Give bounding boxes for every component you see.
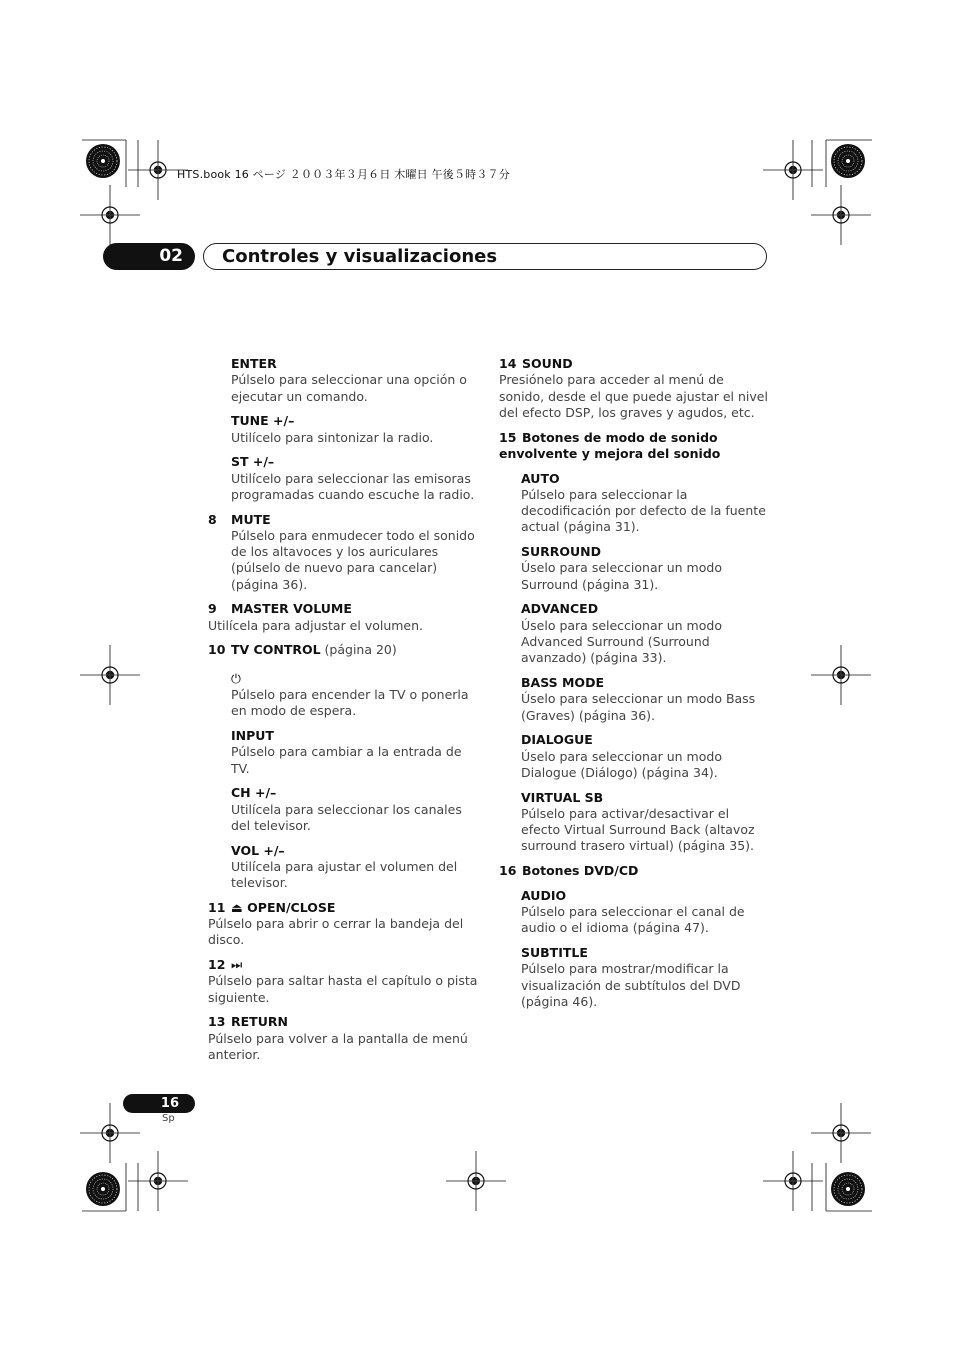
entry-heading: DIALOGUE bbox=[521, 732, 593, 748]
registration-crosshair-mark bbox=[128, 1151, 188, 1211]
registration-crosshair-mark bbox=[763, 1151, 823, 1211]
page-reference: (página 20) bbox=[320, 642, 397, 658]
entry-number: 16 bbox=[499, 863, 517, 879]
entry-description: Púlselo para seleccionar el canal de audio o el idioma (página 47). bbox=[521, 904, 745, 936]
entry-description: Utilícela para seleccionar los canales del televisor. bbox=[231, 801, 462, 833]
entry-heading: TV CONTROL bbox=[231, 642, 321, 658]
entry-heading: ADVANCED bbox=[521, 601, 599, 617]
entry-bass-mode bbox=[499, 675, 769, 724]
registration-star-mark bbox=[86, 144, 120, 178]
entry-surround bbox=[499, 544, 769, 593]
entry-description: Utilícelo para sintonizar la radio. bbox=[231, 429, 434, 445]
entry-open-close bbox=[208, 900, 480, 949]
entry-vol bbox=[208, 843, 480, 892]
entry-number: 12 bbox=[208, 957, 226, 973]
registration-crosshair-mark bbox=[811, 185, 871, 245]
entry-number: 14 bbox=[499, 356, 517, 371]
entry-heading: SOUND bbox=[522, 356, 573, 371]
entry-auto bbox=[499, 471, 769, 536]
entry-master-volume bbox=[208, 601, 480, 634]
entry-description: Púlselo para seleccionar una opción o ejecutar un comando. bbox=[231, 372, 467, 404]
page-language-code: Sp bbox=[162, 1113, 175, 1124]
entry-heading: SUBTITLE bbox=[521, 945, 588, 961]
registration-crosshair-mark bbox=[80, 185, 140, 245]
entry-virtual-sb bbox=[499, 790, 769, 855]
entry-number: 8 bbox=[208, 511, 217, 527]
entry-description: Úselo para seleccionar un modo Advanced Surround (Surround avanzado) (página 33). bbox=[521, 617, 722, 666]
chapter-title-box bbox=[203, 243, 767, 270]
entry-dvd-cd bbox=[499, 863, 769, 879]
entry-heading: OPEN/CLOSE bbox=[247, 899, 336, 915]
registration-star-mark bbox=[86, 1172, 120, 1206]
page-number-badge: 16 bbox=[123, 1094, 195, 1113]
registration-crosshair-mark bbox=[763, 140, 823, 200]
entry-description: Púlselo para seleccionar la decodificación por defecto de la fuente actual (página 31). bbox=[521, 486, 766, 535]
registration-crosshair-mark bbox=[811, 1103, 871, 1163]
entry-heading: MASTER VOLUME bbox=[231, 601, 352, 617]
entry-heading: BASS MODE bbox=[521, 675, 604, 690]
registration-crosshair-mark bbox=[811, 645, 871, 705]
entry-ch bbox=[208, 785, 480, 834]
entry-description: Presiónelo para acceder al menú de sonido, desde el que puede ajustar el nivel del efecto DSP, los graves y agudos, etc. bbox=[499, 372, 768, 420]
power-icon: ⏻ bbox=[231, 670, 241, 686]
entry-enter bbox=[208, 356, 480, 405]
entry-description: Utilícela para adjustar el volumen. bbox=[208, 617, 424, 633]
entry-heading: MUTE bbox=[231, 511, 271, 527]
entry-heading: AUDIO bbox=[521, 887, 567, 903]
entry-tv-control bbox=[208, 642, 480, 658]
entry-description: Púlselo para enmudecer todo el sonido de los altavoces y los auriculares (púlselo de nuevo para cancelar) (página 36). bbox=[231, 527, 475, 592]
entry-heading: ST +/– bbox=[231, 454, 275, 470]
entry-number: 13 bbox=[208, 1014, 226, 1030]
left-column bbox=[208, 356, 480, 1072]
entry-description: Úselo para seleccionar un modo Bass (Graves) (página 36). bbox=[521, 691, 756, 723]
entry-description: Úselo para seleccionar un modo Surround (página 31). bbox=[521, 560, 722, 592]
entry-heading: SURROUND bbox=[521, 544, 602, 560]
entry-st bbox=[208, 454, 480, 503]
entry-heading: VIRTUAL SB bbox=[521, 789, 604, 805]
entry-input bbox=[208, 728, 480, 777]
entry-return bbox=[208, 1014, 480, 1063]
entry-description: Púlselo para cambiar a la entrada de TV. bbox=[231, 744, 462, 776]
registration-crosshair-mark bbox=[80, 645, 140, 705]
entry-description: Púlselo para mostrar/modificar la visualización de subtítulos del DVD (página 46). bbox=[521, 961, 741, 1009]
right-column bbox=[499, 356, 769, 1019]
entry-heading: TUNE +/– bbox=[231, 413, 295, 429]
entry-audio bbox=[499, 888, 769, 937]
entry-heading: ENTER bbox=[231, 356, 277, 371]
entry-next bbox=[208, 957, 480, 1006]
entry-number: 11 bbox=[208, 899, 226, 915]
entry-mute bbox=[208, 512, 480, 593]
entry-description: Púlselo para saltar hasta el capítulo o pista siguiente. bbox=[208, 973, 478, 1005]
entry-subtitle bbox=[499, 945, 769, 1010]
entry-tune bbox=[208, 413, 480, 446]
entry-dialogue bbox=[499, 732, 769, 781]
entry-heading: Botones DVD/CD bbox=[522, 863, 639, 879]
entry-heading: CH +/– bbox=[231, 785, 277, 801]
entry-description: Púlselo para abrir o cerrar la bandeja del disco. bbox=[208, 916, 464, 948]
print-header-meta: HTS.book 16 ページ ２００３年３月６日 木曜日 午後５時３７分 bbox=[177, 168, 510, 181]
entry-description: Púlselo para volver a la pantalla de menú anterior. bbox=[208, 1030, 468, 1062]
entry-heading: AUTO bbox=[521, 470, 560, 486]
chapter-title: Controles y visualizaciones bbox=[222, 246, 498, 267]
registration-crosshair-mark bbox=[446, 1151, 506, 1211]
entry-heading: VOL +/– bbox=[231, 842, 285, 858]
entry-number: 10 bbox=[208, 642, 226, 658]
eject-icon: ⏏ bbox=[231, 899, 243, 915]
entry-description: Utilícela para ajustar el volumen del televisor. bbox=[231, 858, 458, 891]
chapter-number-badge: 02 bbox=[103, 243, 195, 270]
registration-star-mark bbox=[831, 1172, 865, 1206]
entry-advanced bbox=[499, 601, 769, 666]
entry-surround-modes bbox=[499, 430, 769, 463]
entry-number: 9 bbox=[208, 601, 217, 617]
entry-description: Úselo para seleccionar un modo Dialogue (Diálogo) (página 34). bbox=[521, 748, 722, 780]
registration-star-mark bbox=[831, 144, 865, 178]
entry-description: Utilícelo para seleccionar las emisoras programadas cuando escuche la radio. bbox=[231, 470, 475, 502]
entry-number: 15 bbox=[499, 429, 517, 445]
entry-description: Púlselo para encender la TV o ponerla en modo de espera. bbox=[231, 687, 469, 719]
entry-sound bbox=[499, 356, 769, 421]
skip-next-icon: ⏭ bbox=[231, 957, 243, 973]
entry-description: Púlselo para activar/desactivar el efecto Virtual Surround Back (altavoz surround trasero virtual) (página 35). bbox=[521, 805, 755, 854]
entry-heading: Botones de modo de sonido envolvente y mejora del sonido bbox=[499, 429, 721, 461]
entry-heading: RETURN bbox=[231, 1014, 288, 1030]
entry-heading: INPUT bbox=[231, 727, 274, 743]
entry-power bbox=[208, 671, 480, 720]
